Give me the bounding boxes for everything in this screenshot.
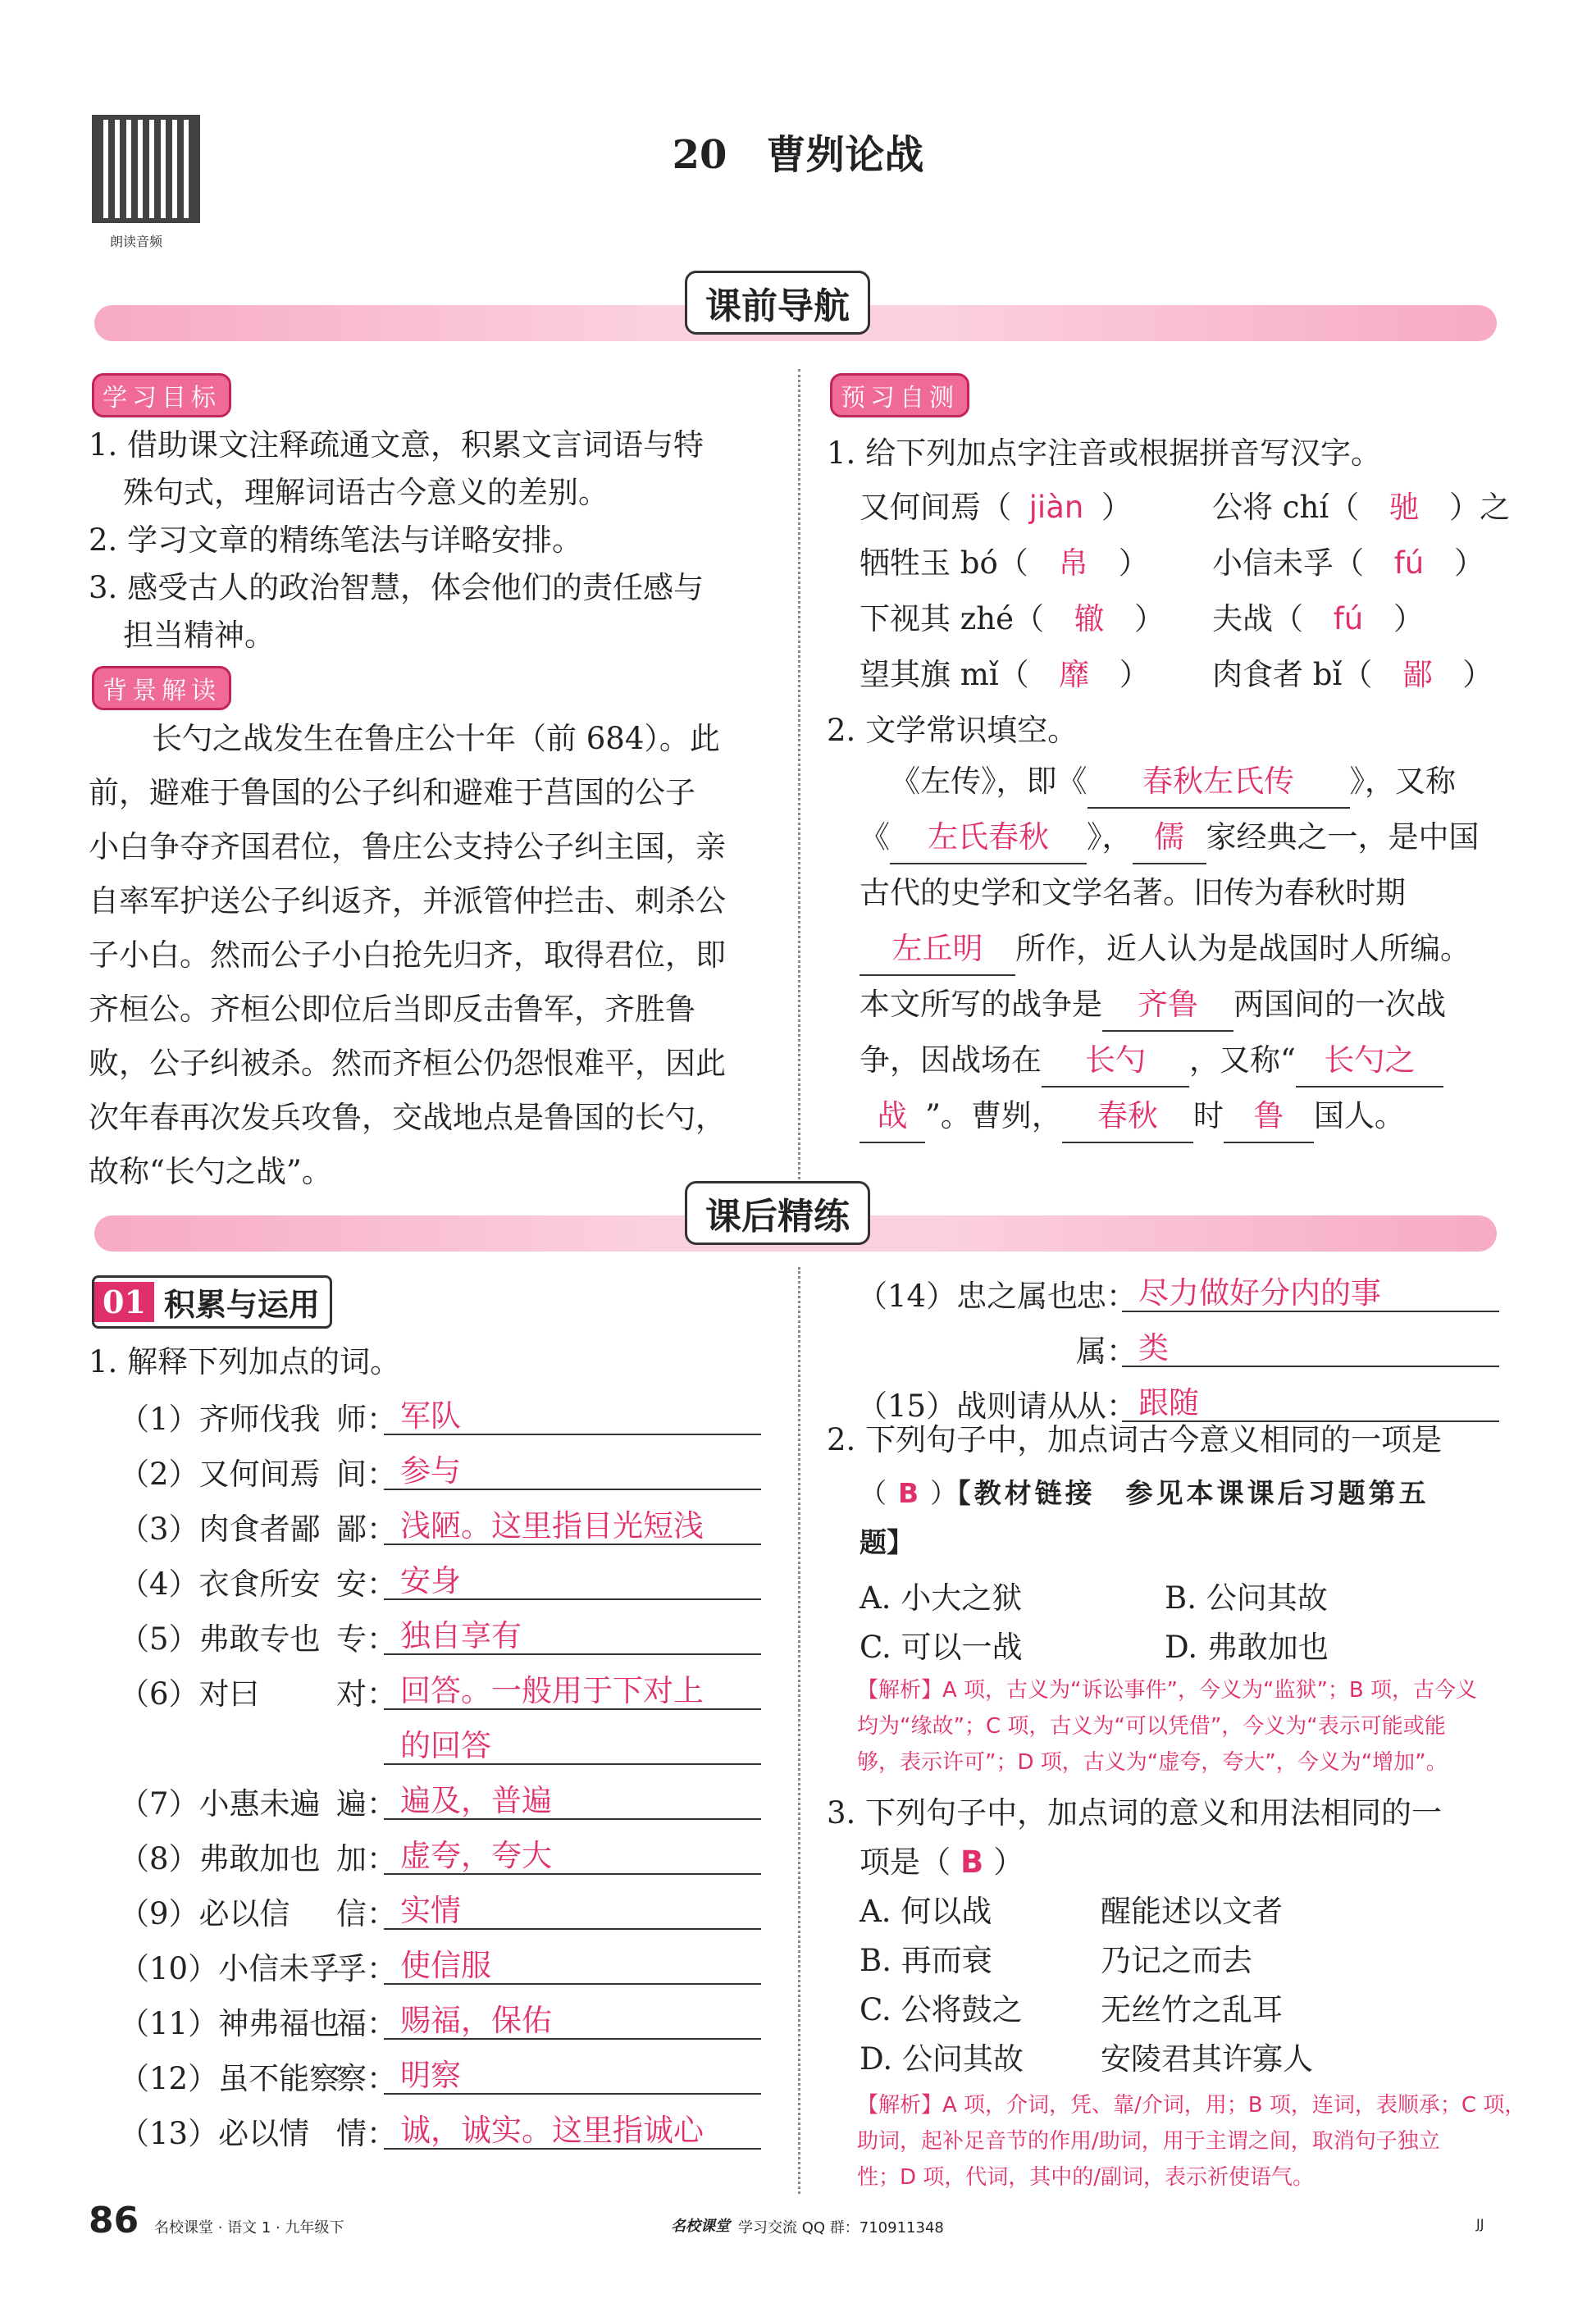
word-answer: 跟随 (1138, 1385, 1199, 1420)
word-key: 安： (336, 1566, 397, 1602)
tag-goals: 学习目标 (92, 373, 231, 417)
pinyin-answer: 帛 (1058, 545, 1089, 581)
word-question: （10）小信未孚 (119, 1951, 340, 1986)
word-key: 从： (1076, 1388, 1137, 1424)
answer-blank: 左氏春秋 (890, 812, 1087, 864)
section-title-preview: 课前导航 (685, 271, 870, 335)
answer-underline (384, 2093, 761, 2095)
pinyin-item: 又何间焉（ jiàn ） (860, 482, 1132, 533)
answer-underline (384, 1653, 761, 1655)
pinyin-answer: fú (1333, 601, 1364, 636)
option: A. 小大之狱 (860, 1580, 1023, 1616)
analysis-line: 够，表示许可”；D 项，古义为“虚夸，夸大”，今义为“增加”。 (857, 1750, 1448, 1775)
pinyin-item: 下视其 zhé（ 辙 ） (860, 594, 1165, 645)
word-key: 鄙： (336, 1512, 397, 1547)
footer-code: JJ (1476, 2216, 1484, 2232)
column-divider (798, 1267, 800, 2194)
option: D. 弗敢加也 (1165, 1630, 1329, 1665)
word-question: （8）弗敢加也 (119, 1841, 321, 1876)
word-key: 信： (336, 1896, 397, 1931)
pinyin-item: 肉食者 bǐ（ 鄙 ） (1212, 650, 1493, 700)
word-question: （15）战则请从 (857, 1388, 1078, 1424)
word-answer: 虚夸，夸大 (400, 1838, 552, 1873)
background-line: 小白争夺齐国君位，鲁庄公支持公子纠主国，亲 (89, 829, 726, 864)
answer-underline (384, 1434, 761, 1435)
goal-line: 2. 学习文章的精练笔法与详略安排。 (89, 522, 583, 558)
book-info: 名校课堂 · 语文 1 · 九年级下 (154, 2219, 344, 2237)
answer-underline (1122, 1311, 1499, 1312)
answer-underline (384, 2038, 761, 2040)
word-question: （4）衣食所安 (119, 1566, 321, 1602)
pinyin-item: 牺牲玉 bó（ 帛 ） (860, 538, 1149, 589)
word-answer: 回答。一般用于下对上 (400, 1673, 704, 1708)
lit-line-6: 争，因战场在 长勺 ，又称“ 长勺之 (860, 1035, 1443, 1088)
page-title: 20 曹刿论战 (672, 132, 924, 178)
background-line: 故称“长勺之战”。 (89, 1154, 332, 1189)
answer: B (898, 1477, 919, 1509)
answer-underline (384, 1983, 761, 1985)
word-answer: 赐福，保佑 (400, 2003, 552, 2038)
answer-underline (384, 1763, 761, 1765)
preview-question-2: 2. 文学常识填空。 (827, 713, 1078, 748)
background-line: 长勺之战发生在鲁庄公十年（前 684）。此 (152, 721, 720, 756)
word-key: 遍： (336, 1786, 397, 1822)
pinyin-answer: 驰 (1389, 490, 1420, 525)
word-question: （3）肉食者鄙 (119, 1512, 321, 1547)
word-key: 间： (336, 1457, 397, 1492)
answer-blank: 战 (860, 1091, 925, 1143)
option-sentence: 安陵君其许寡人 (1101, 2041, 1313, 2077)
pinyin-item: 小信未孚（ fú ） (1212, 538, 1484, 589)
answer-blank: 春秋 (1062, 1091, 1193, 1143)
background-line: 自率军护送公子纠返齐，并派管仲拦击、刺杀公 (89, 883, 726, 919)
background-line: 子小白。然而公子小白抢先归齐，取得君位，即 (89, 937, 726, 973)
word-key: 察： (336, 2061, 397, 2096)
question-2: 2. 下列句子中，加点词古今意义相同的一项是 (827, 1422, 1443, 1457)
pinyin-item: 公将 chí（ 驰 ）之 (1212, 482, 1510, 533)
pinyin-item: 夫战（ fú ） (1212, 594, 1424, 645)
analysis-line: 助词，起补足音节的作用/助词，用于主谓之间，取消句子独立 (857, 2129, 1440, 2154)
question-2-link-end: 题】 (860, 1526, 914, 1558)
analysis-line: 【解析】A 项，介词，凭、靠/介词，用；B 项，连词，表顺承；C 项， (857, 2093, 1526, 2118)
background-line: 败，公子纠被杀。然而齐桓公仍怨恨难平，因此 (89, 1046, 726, 1081)
analysis-line: 性；D 项，代词，其中的/副词，表示祈使语气。 (857, 2165, 1315, 2190)
word-answer: 浅陋。这里指目光短浅 (400, 1508, 704, 1544)
lit-line-4: 左丘明 所作，近人认为是战国时人所编。 (860, 923, 1471, 976)
answer-underline (384, 1928, 761, 1930)
answer-blank: 长勺之 (1296, 1035, 1443, 1088)
answer-underline (384, 1598, 761, 1600)
word-key: 忠： (1076, 1279, 1137, 1314)
question-2-answer-line: （ B ）【教材链接 参见本课课后习题第五 (860, 1477, 1430, 1509)
word-key: 加： (336, 1841, 397, 1876)
answer-underline (384, 1873, 761, 1875)
word-question: （7）小惠未遍 (119, 1786, 321, 1822)
word-key: 情： (336, 2116, 397, 2151)
question-3: 3. 下列句子中，加点词的意义和用法相同的一 (827, 1795, 1443, 1831)
lit-line-1: 《左传》，即《 春秋左氏传 》，又称 (890, 756, 1456, 809)
pinyin-answer: 鄙 (1402, 657, 1433, 692)
background-line: 次年春再次发兵攻鲁，交战地点是鲁国的长勺， (89, 1100, 726, 1135)
word-answer: 尽力做好分内的事 (1138, 1275, 1381, 1311)
word-answer: 使信服 (400, 1948, 491, 1983)
goal-line: 1. 借助课文注释疏通文意，积累文言词语与特 (89, 427, 705, 463)
answer-underline (384, 2148, 761, 2150)
section-01-header (92, 1275, 332, 1329)
word-answer: 类 (1138, 1330, 1169, 1366)
word-answer: 实情 (400, 1893, 461, 1928)
answer-blank: 春秋左氏传 (1088, 756, 1350, 809)
answer: B (960, 1844, 984, 1880)
word-question: （5）弗敢专也 (119, 1621, 321, 1657)
option: B. 再而衰 (860, 1943, 992, 1978)
word-answer: 安身 (400, 1563, 461, 1598)
option-sentence: 无丝竹之乱耳 (1101, 1992, 1283, 2027)
lit-line-5: 本文所写的战争是 齐鲁 两国间的一次战 (860, 979, 1446, 1032)
answer-underline (384, 1544, 761, 1545)
word-question: （1）齐师伐我 (119, 1402, 321, 1437)
word-key: 孚： (336, 1951, 397, 1986)
answer-blank: 齐鲁 (1102, 979, 1233, 1032)
analysis-line: 【解析】A 项，古义为“诉讼事件”，今义为“监狱”；B 项，古今义 (857, 1678, 1478, 1703)
word-answer: 独自享有 (400, 1618, 522, 1653)
answer-underline (384, 1489, 761, 1490)
goal-line: 殊句式，理解词语古今意义的差别。 (123, 475, 609, 510)
answer-underline (384, 1708, 761, 1710)
brand-logo: 名校课堂 (671, 2218, 730, 2235)
word-question: （11）神弗福也 (119, 2006, 340, 2041)
lit-line-3: 古代的史学和文学名著。旧传为春秋时期 (860, 875, 1406, 910)
lit-line-7: 战 ”。曹刿， 春秋 时 鲁 国人。 (860, 1091, 1405, 1143)
answer-blank: 儒 (1133, 812, 1206, 864)
answer-blank: 鲁 (1224, 1091, 1314, 1143)
pinyin-answer: 辙 (1074, 601, 1105, 636)
option: D. 公问其故 (860, 2041, 1024, 2077)
background-line: 前，避难于鲁国的公子纠和避难于莒国的公子 (89, 775, 695, 810)
word-question: （2）又何间焉 (119, 1457, 321, 1492)
page-number: 86 (89, 2200, 139, 2241)
word-answer: 遍及，普遍 (400, 1783, 552, 1818)
word-question: （14）忠之属也 (857, 1279, 1078, 1314)
option-sentence: 醒能述以文者 (1101, 1894, 1283, 1929)
word-answer: 军队 (400, 1398, 461, 1434)
section-number: 01 (94, 1282, 154, 1322)
background-line: 齐桓公。齐桓公即位后当即反击鲁军，齐胜鲁 (89, 992, 695, 1027)
word-key: 专： (336, 1621, 397, 1657)
answer-blank: 长勺 (1042, 1035, 1189, 1088)
option: A. 何以战 (860, 1894, 992, 1929)
qq-info: 学习交流 QQ 群：710911348 (738, 2219, 944, 2237)
word-answer: 明察 (400, 2058, 461, 2093)
word-question: （12）虽不能察 (119, 2061, 340, 2096)
goal-line: 担当精神。 (123, 618, 275, 653)
word-key: 对： (336, 1676, 397, 1712)
tag-preview: 预习自测 (830, 373, 969, 417)
option: C. 可以一战 (860, 1630, 1023, 1665)
answer-underline (1122, 1366, 1499, 1367)
question-1: 1. 解释下列加点的词。 (89, 1344, 401, 1379)
pinyin-answer: 靡 (1059, 657, 1090, 692)
pinyin-answer: fú (1393, 545, 1425, 581)
column-divider (798, 369, 800, 1189)
pinyin-answer: jiàn (1028, 490, 1084, 525)
word-answer: 诚，诚实。这里指诚心 (400, 2113, 704, 2148)
section-title-practice: 课后精练 (685, 1181, 870, 1245)
word-answer: 参与 (400, 1453, 461, 1489)
tag-background: 背景解读 (92, 666, 231, 710)
analysis-line: 均为“缘故”；C 项，古义为“可以凭借”，今义为“表示可能或能 (857, 1714, 1446, 1739)
goal-line: 3. 感受古人的政治智慧，体会他们的责任感与 (89, 570, 705, 605)
word-question: （6）对曰 (119, 1676, 260, 1712)
qr-caption: 朗读音频 (110, 234, 163, 249)
word-answer: 的回答 (400, 1728, 491, 1763)
word-question: （13）必以情 (119, 2116, 310, 2151)
lit-line-2: 《 左氏春秋 》， 儒 家经典之一，是中国 (860, 812, 1480, 864)
preview-question-1: 1. 给下列加点字注音或根据拼音写汉字。 (827, 435, 1382, 471)
option: C. 公将鼓之 (860, 1992, 1023, 2027)
pinyin-item: 望其旗 mǐ（ 靡 ） (860, 650, 1150, 700)
word-key: 属： (1076, 1334, 1137, 1369)
question-3-answer-line: 项是（ B ） (860, 1844, 1024, 1880)
option-sentence: 乃记之而去 (1101, 1943, 1252, 1978)
word-key: 福： (336, 2006, 397, 2041)
section-label: 积累与运用 (163, 1286, 320, 1323)
word-question: （9）必以信 (119, 1896, 290, 1931)
answer-underline (384, 1818, 761, 1820)
option: B. 公问其故 (1165, 1580, 1328, 1616)
answer-blank: 左丘明 (860, 923, 1015, 976)
word-key: 师： (336, 1402, 397, 1437)
